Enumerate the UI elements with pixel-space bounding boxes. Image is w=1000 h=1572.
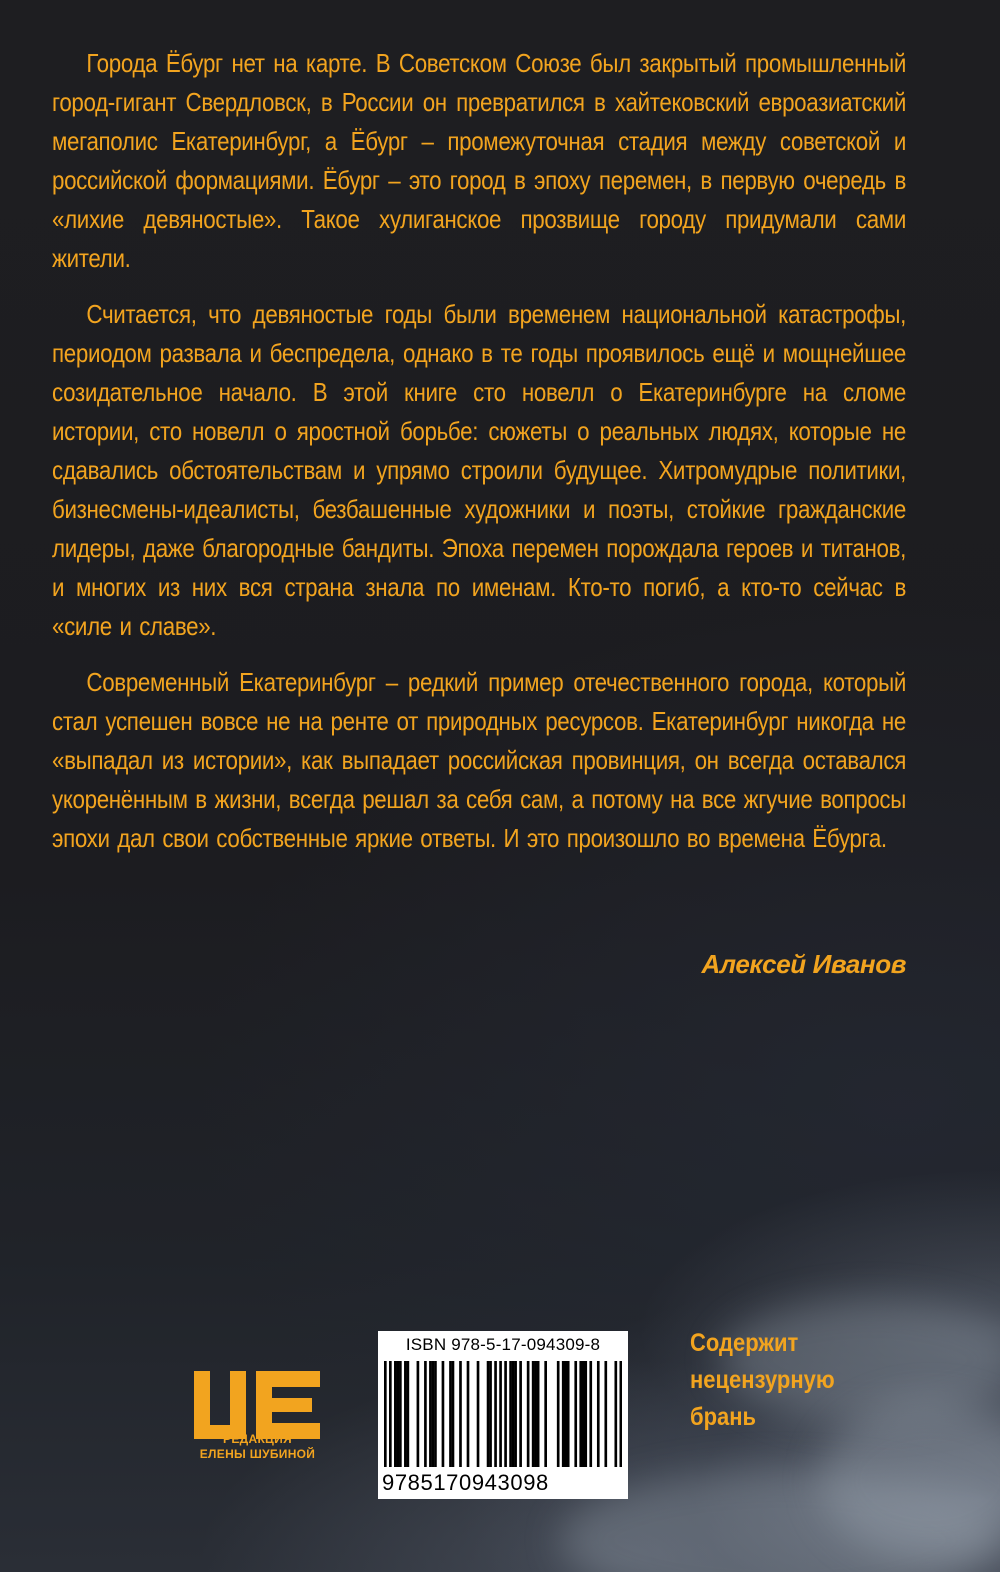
barcode-bar: [487, 1361, 490, 1467]
barcode-bar: [417, 1361, 420, 1467]
barcode-bar: [597, 1361, 600, 1467]
barcode-bar: [514, 1361, 517, 1467]
barcode-bar: [434, 1361, 437, 1467]
barcode-bars: [384, 1361, 622, 1469]
annotation-text: [52, 44, 906, 875]
barcode-bar: [504, 1361, 507, 1467]
barcode-bar: [449, 1361, 452, 1467]
barcode-bar: [509, 1361, 512, 1467]
barcode-bar: [389, 1361, 392, 1467]
annotation-paragraph-1: Города Ёбург нет на карте. В Советском Союзе был закрытый промышленный город-гигант Свердловск, в России он превратился в хайтековский евроазиатский мегаполис Екатеринбург, а Ёбург – промежуточная стадия между советской и российской формациями. Ёбург – это город в эпоху перемен, в первую очередь в «лихие девяностые». Такое хулиганское прозвище городу придумали сами жители.: [52, 48, 906, 273]
barcode-bar: [537, 1361, 540, 1467]
barcode-bar: [459, 1361, 462, 1467]
barcode-bar: [384, 1361, 387, 1467]
barcode-bar: [557, 1361, 560, 1467]
publisher-caption-line1: РЕДАКЦИЯ: [223, 1432, 292, 1446]
barcode-bar: [589, 1361, 592, 1467]
barcode-bar: [604, 1361, 607, 1467]
barcode-bar: [527, 1361, 530, 1467]
barcode-bar: [432, 1361, 435, 1467]
barcode-bar: [397, 1361, 400, 1467]
barcode-bar: [534, 1361, 537, 1467]
barcode-bar: [489, 1361, 492, 1467]
content-warning: Содержит нецензурную брань: [690, 1329, 835, 1431]
annotation-paragraph-2: Считается, что девяностые годы были временем национальной катастрофы, периодом развала и беспредела, однако в те годы проявилось ещё и мощнейшее созидательное начало. В этой книге сто новелл о Екатеринбурге на сломе истории, сто новелл о яростной борьбе: сюжеты о реальных людях, которые не сдавались обстоятельствам и упрямо строили будущее. Хитромудрые политики, бизнесмены-идеалисты, безбашенные художники и поэты, стойкие гражданские лидеры, даже благородные бандиты. Эпоха перемен порождала героев и титанов, и многих из них вся страна знала по именам. Кто-то погиб, а кто-то сейчас в «силе и славе».: [52, 299, 906, 641]
barcode-bar: [512, 1361, 515, 1467]
barcode-bar: [614, 1361, 617, 1467]
barcode-bar: [562, 1361, 565, 1467]
barcode-bar: [424, 1361, 427, 1467]
barcode-bar: [564, 1361, 567, 1467]
barcode-bar: [442, 1361, 445, 1467]
barcode-bar: [399, 1361, 402, 1467]
barcode-bar: [579, 1361, 582, 1467]
barcode-bar: [477, 1361, 480, 1467]
barcode-bar: [452, 1361, 455, 1467]
annotation-paragraph-3: Современный Екатеринбург – редкий пример отечественного города, который стал успешен вовсе не на ренте от природных ресурсов. Екатеринбург никогда не «выпадал из истории», как выпадает российская провинция, он всегда оставался укоренённым в жизни, всегда решал за себя сам, а потому на все жгучие вопросы эпохи дал свои собственные яркие ответы. И это произошло во времена Ёбурга.: [52, 667, 906, 853]
barcode-bar: [619, 1361, 622, 1467]
barcode-bar: [584, 1361, 587, 1467]
barcode-bar: [394, 1361, 397, 1467]
barcode-bar: [532, 1361, 535, 1467]
ean-digits: 9785170943098: [382, 1470, 549, 1495]
publisher-caption-line2: ЕЛЕНЫ ШУБИНОЙ: [199, 1447, 316, 1461]
isbn-barcode: [378, 1331, 628, 1499]
barcode-bar: [574, 1361, 577, 1467]
publisher-caption: [190, 1432, 325, 1462]
barcode-bar: [567, 1361, 570, 1467]
barcode-bar: [519, 1361, 522, 1467]
barcode-bar: [494, 1361, 497, 1467]
isbn-number: ISBN 978-5-17-094309-8: [405, 1335, 601, 1354]
barcode-bar: [429, 1361, 432, 1467]
barcode-bar: [544, 1361, 547, 1467]
barcode-bar: [404, 1361, 407, 1467]
author-signature: Алексей Иванов: [701, 949, 906, 979]
barcode-bar: [467, 1361, 470, 1467]
barcode-bar: [499, 1361, 502, 1467]
barcode-bar: [407, 1361, 410, 1467]
barcode-bar: [582, 1361, 585, 1467]
